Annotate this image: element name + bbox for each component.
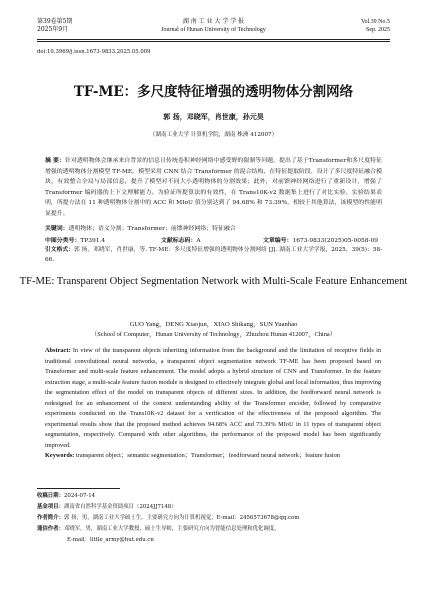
received-value: 2024-07-14 [63, 493, 96, 499]
corr-label: 通信作者： [37, 526, 64, 532]
header-right [361, 18, 390, 34]
fund-value: 湖南省自然科学基金资助项目（2024JJ7148） [63, 504, 177, 510]
header-rule-thick [37, 39, 390, 40]
citation-label: 引文格式： [45, 247, 74, 253]
issue-cn: 第39卷第5期 [37, 18, 73, 25]
author-value: 郭 扬，男，湖南工业大学硕士生，主要研究方向为计算机视觉，E-mail：2456573678@qq.com [63, 515, 300, 521]
cn-authors: 郭 扬，邓晓军，肖世康，孙元昊 [163, 112, 264, 121]
corr-value: 邓晓军，男，湖南工业大学教授，硕士生导师，主要研究方向为智能信息处理和优化调度， [63, 526, 280, 532]
author-label: 作者简介： [37, 515, 64, 521]
footnote-received [37, 491, 391, 502]
cn-abstract-label: 摘 要： [45, 157, 65, 164]
cn-title: TF-ME：多尺度特征增强的透明物体分割网络 [73, 84, 354, 100]
doi[interactable]: doi:10.3969/j.issn.1673-9833.2025.05.009 [37, 49, 151, 55]
article-no-label: 文章编号： [263, 237, 293, 244]
journal-cn: 湖 南 工 业 大 学 学 报 [182, 18, 245, 25]
footnote-author [37, 513, 391, 524]
journal-en: Journal of Hunan University of Technology [161, 27, 266, 33]
doc-code [161, 235, 201, 244]
article-number [263, 235, 378, 244]
footnote-corresponding [37, 524, 391, 547]
en-authors: GUO Yang，DENG Xiaojun，XIAO Shikang，SUN Yuanhao [129, 321, 298, 328]
cn-keywords-label: 关键词： [45, 225, 69, 232]
clc-number [45, 235, 105, 244]
fund-label: 基金项目： [37, 504, 64, 510]
en-keywords-label: Keywords: [45, 452, 75, 459]
cn-abstract-text: 针对透明物体会继承来自背景的信息且传统卷积神经网络中感受野的限制等问题，提出了基于Transformer和多尺度特征增强的透明物体分割模型 TF-ME。模型采用 CNN 结合 Transformer 的混合结构，在特征提取阶段，设计了多尺度特征融合模块，有效整合全局与局部信息，提升了模型对不同大小透明物体的分割效果；此外，对前馈神经网络进行了重新设计，增强了 Transformer 编码器的上下文理解能力。为验证所提算法的有效性，在 Trans10K-v2 数据集上进行了对比实验。实验结果表明，所提方法在 11 种透明物体分割中的 ACC 和 MIoU 值分别达到了 94.68% 和 73.39%，相较于其他算法，该模型的性能明显提升。 [45, 158, 382, 217]
clc-value: TP391.4 [80, 238, 106, 244]
en-title: TF-ME: Transparent Object Segmentation Network with Multi-Scale Feature Enhancement [19, 276, 408, 287]
en-keywords [45, 451, 381, 462]
doc-code-label: 文献标志码： [161, 237, 197, 244]
doc-code-value: A [196, 238, 201, 244]
clc-label: 中图分类号： [45, 237, 81, 244]
footnote-rule [37, 488, 120, 489]
cn-keywords [45, 223, 382, 232]
vol-en: Vol.39 No.5 [360, 19, 390, 25]
received-label: 收稿日期： [37, 493, 64, 499]
cn-affiliation: （湖南工业大学 计算机学院，湖南 株洲 412007） [149, 132, 278, 138]
date-en: Sep. 2025 [366, 27, 390, 33]
citation-text: 郭 扬，邓晓军，肖世康，等. TF-ME：多尺度特征增强的透明物体分割网络 [J]. 湖南工业大学学报，2025，39(5)：58-66. [45, 247, 382, 263]
en-abstract [45, 346, 381, 451]
article-no-value: 1673-9833(2025)05-0058-09 [292, 238, 378, 244]
en-keywords-text: transparent object；semantic segmentation；Transformer；feedforward neural network；feature fusion [75, 452, 340, 459]
cn-keywords-text: 透明物体；语义分割；Transformer；前馈神经网络；特征融合 [68, 226, 236, 232]
cn-abstract [45, 156, 382, 220]
en-abstract-label: Abstract: [45, 347, 71, 354]
citation-format [45, 245, 382, 265]
en-affiliation: （School of Computer，Hunan University of Technology，Zhuzhou Hunan 412007，China） [90, 331, 337, 338]
corr-email[interactable]: E-mail：little_army@hut.edu.cn [67, 537, 154, 544]
header-rule-thin [37, 41, 390, 42]
en-abstract-text: In view of the transparent objects inheriting information from the background and the limitation of receptive fields in traditional convolutional neural networks, a transparent object segmentation network TF-ME has been proposed based on Transformer and multi-scale feature enhancement. The model adopts a hybrid structure of CNN and Transformer. In the feature extraction stage, a multi-scale feature fusion module is designed to effectively integrate global and local information, thus improving the segmentation effect of the model on transparent objects of different sizes. In addition, the feedforward neural network is redesigned for an enhancement of the context understanding ability of the Transformer encoder, followed by comparative experiments conducted on the Trans10K-v2 dataset for a verification of the effectiveness of the proposed algorithm. The experimental results show that the proposed method achieves 94.68% ACC and 73.39% MIoU in 11 types of transparent object segmentation, respectively. Compared with other algorithms, the performance of the proposed model has been significantly improved. [45, 347, 381, 449]
date-cn: 2025年9月 [37, 26, 69, 33]
footnote-fund [37, 502, 391, 513]
